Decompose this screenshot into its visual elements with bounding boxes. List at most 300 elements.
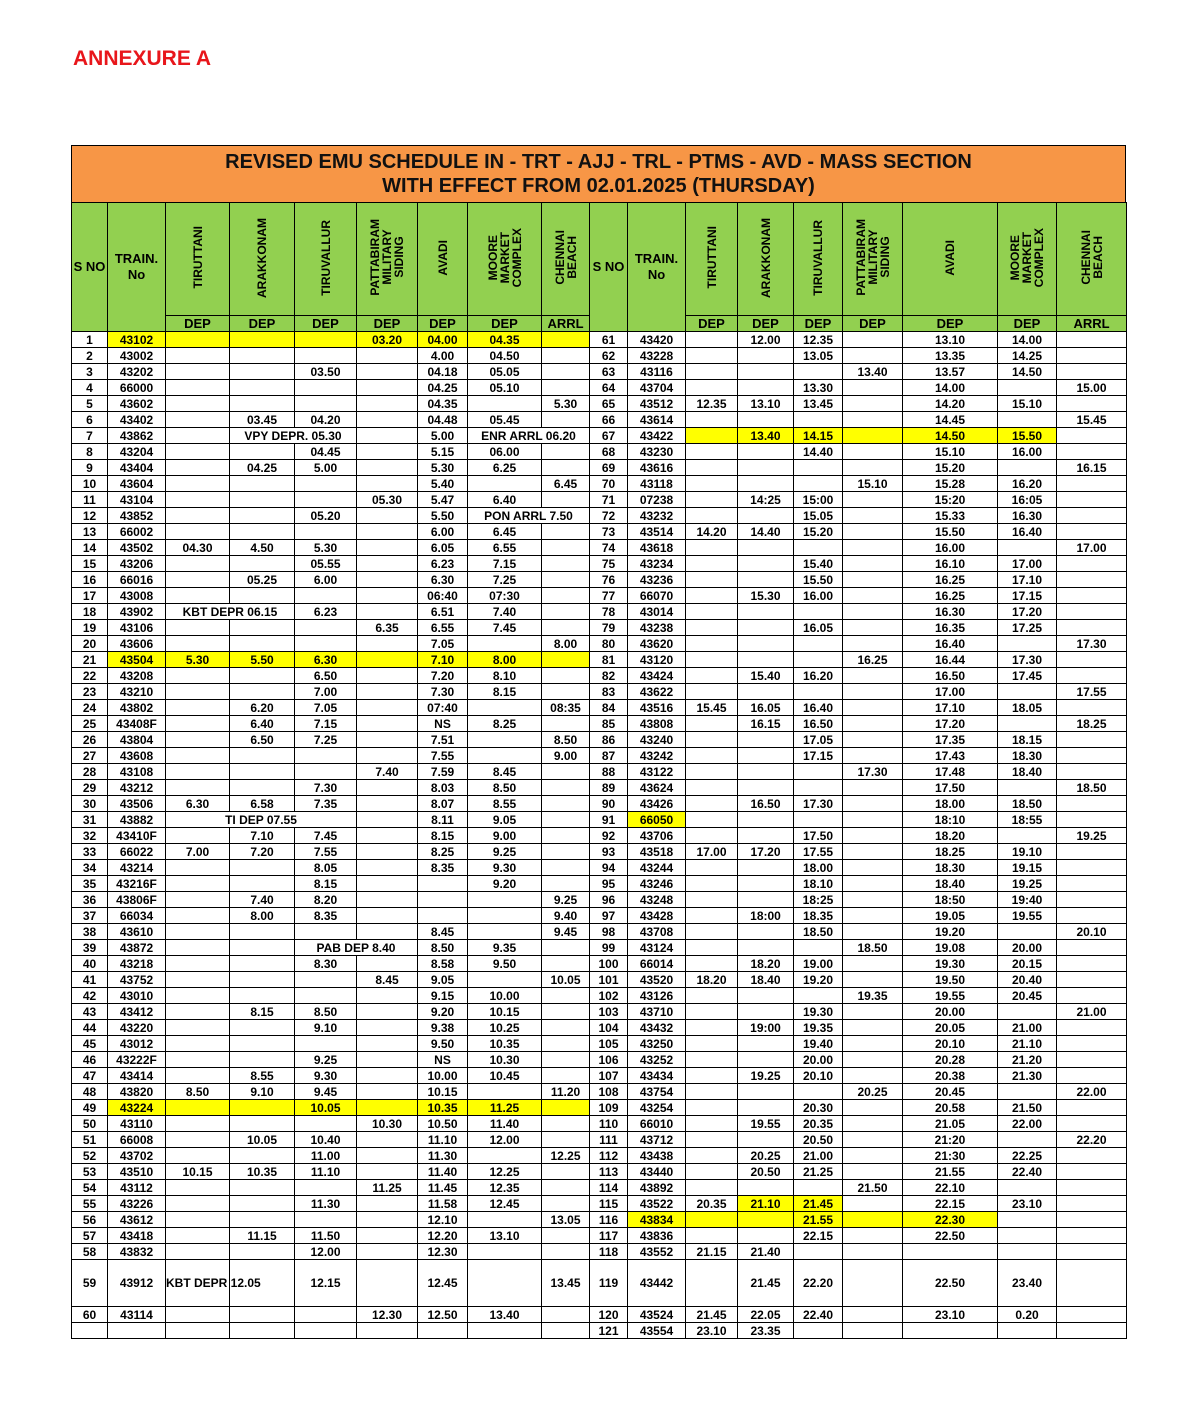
time-cell: 16.50 (794, 716, 843, 732)
time-cell (468, 1212, 542, 1228)
train-no-cell: 43514 (628, 524, 686, 540)
time-cell (686, 1148, 738, 1164)
time-cell: 19.55 (998, 908, 1057, 924)
sno-cell: 32 (72, 828, 108, 844)
sno-cell: 100 (590, 956, 628, 972)
time-cell (1057, 1196, 1127, 1212)
time-cell: 8.55 (468, 796, 542, 812)
note-cell: PON ARRL 7.50 (468, 508, 590, 524)
time-cell (542, 1068, 590, 1084)
header-station (418, 203, 468, 316)
header-station (468, 203, 542, 316)
time-cell: 7.40 (230, 892, 295, 908)
time-cell: 18.00 (794, 860, 843, 876)
time-cell: 6.35 (357, 620, 418, 636)
time-cell (843, 428, 903, 444)
time-cell: 18.40 (998, 764, 1057, 780)
time-cell: 18.15 (998, 732, 1057, 748)
sno-cell: 87 (590, 748, 628, 764)
time-cell: 6.20 (230, 700, 295, 716)
table-row (72, 988, 1127, 1004)
time-cell (686, 716, 738, 732)
time-cell (1057, 796, 1127, 812)
time-cell: 5.00 (295, 460, 357, 476)
time-cell (686, 684, 738, 700)
train-no-cell: 66002 (108, 524, 166, 540)
train-no-cell: 43604 (108, 476, 166, 492)
time-cell: 7.40 (357, 764, 418, 780)
time-cell (738, 1228, 794, 1244)
time-cell (843, 1212, 903, 1228)
time-cell: 8.50 (295, 1004, 357, 1020)
time-cell: 14.25 (998, 348, 1057, 364)
train-no-cell: 43222F (108, 1052, 166, 1068)
time-cell (738, 812, 794, 828)
time-cell (794, 652, 843, 668)
time-cell (1057, 604, 1127, 620)
time-cell (357, 1196, 418, 1212)
time-cell: 8.15 (418, 828, 468, 844)
header-station (998, 203, 1057, 316)
time-cell: 16.05 (738, 700, 794, 716)
time-cell (166, 492, 230, 508)
train-no-cell: 43554 (628, 1323, 686, 1339)
time-cell (295, 1323, 357, 1339)
time-cell (166, 588, 230, 604)
time-cell: 13.05 (794, 348, 843, 364)
table-row (72, 540, 1127, 556)
time-cell: 14:25 (738, 492, 794, 508)
time-cell (843, 1020, 903, 1036)
train-no-cell: 43224 (108, 1100, 166, 1116)
time-cell (542, 1036, 590, 1052)
time-cell (843, 1244, 903, 1260)
time-cell (1057, 876, 1127, 892)
table-row (72, 764, 1127, 780)
sno-cell: 4 (72, 380, 108, 396)
train-no-cell: 43404 (108, 460, 166, 476)
train-no-cell: 43624 (628, 780, 686, 796)
time-cell (1057, 1020, 1127, 1036)
sno-cell: 63 (590, 364, 628, 380)
time-cell: 20.05 (903, 1020, 998, 1036)
sno-cell: 106 (590, 1052, 628, 1068)
time-cell (230, 636, 295, 652)
time-cell (738, 636, 794, 652)
time-cell: 7.00 (166, 844, 230, 860)
time-cell (230, 348, 295, 364)
time-cell (357, 892, 418, 908)
time-cell: 6.50 (295, 668, 357, 684)
train-no-cell: 43612 (108, 1212, 166, 1228)
train-no-cell: 43804 (108, 732, 166, 748)
time-cell: 13.40 (843, 364, 903, 380)
time-cell: 20.00 (998, 940, 1057, 956)
time-cell: 22.50 (903, 1228, 998, 1244)
mode-cell: DEP (686, 316, 738, 332)
time-cell: 21.00 (794, 1148, 843, 1164)
time-cell: 04.18 (418, 364, 468, 380)
time-cell: 22.05 (738, 1307, 794, 1323)
time-cell (738, 764, 794, 780)
train-no-cell: 43246 (628, 876, 686, 892)
time-cell (998, 1180, 1057, 1196)
train-no-cell: 43248 (628, 892, 686, 908)
table-row (72, 1052, 1127, 1068)
train-no-cell: 66000 (108, 380, 166, 396)
header-sno-label: S NO (73, 259, 106, 274)
time-cell: 14.20 (903, 396, 998, 412)
time-cell (738, 1084, 794, 1100)
sno-cell: 56 (72, 1212, 108, 1228)
train-no-cell: 66034 (108, 908, 166, 924)
time-cell: 22.15 (903, 1196, 998, 1212)
time-cell (542, 1323, 590, 1339)
time-cell (468, 636, 542, 652)
time-cell: 17.20 (738, 844, 794, 860)
time-cell: 5.30 (542, 396, 590, 412)
time-cell: 12.45 (468, 1196, 542, 1212)
header-station-label: TIRUTTANI (704, 226, 719, 289)
time-cell (230, 556, 295, 572)
train-no-cell: 43426 (628, 796, 686, 812)
header-station-label: CHENNAI BEACH (1078, 230, 1105, 285)
time-cell (230, 764, 295, 780)
time-cell: 8.15 (468, 684, 542, 700)
time-cell: 04.50 (468, 348, 542, 364)
time-cell (357, 1164, 418, 1180)
table-row (72, 1196, 1127, 1212)
time-cell (903, 1244, 998, 1260)
time-cell: 05.30 (357, 492, 418, 508)
train-no-cell: 43408F (108, 716, 166, 732)
table-row (72, 716, 1127, 732)
time-cell: 03.50 (295, 364, 357, 380)
sno-cell: 77 (590, 588, 628, 604)
sno-cell: 26 (72, 732, 108, 748)
time-cell: 18:10 (903, 812, 998, 828)
sno-cell: 74 (590, 540, 628, 556)
time-cell: 6.50 (230, 732, 295, 748)
note-cell: VPY DEPR. 05.30 (230, 428, 357, 444)
table-row (72, 1116, 1127, 1132)
train-no-cell: 43420 (628, 332, 686, 348)
table-row (72, 332, 1127, 348)
time-cell (357, 412, 418, 428)
time-cell (230, 524, 295, 540)
time-cell: 9.00 (468, 828, 542, 844)
time-cell: 8.58 (418, 956, 468, 972)
time-cell (542, 940, 590, 956)
time-cell: 8.05 (295, 860, 357, 876)
sno-cell: 23 (72, 684, 108, 700)
time-cell: 23.10 (686, 1323, 738, 1339)
time-cell: 15.45 (686, 700, 738, 716)
time-cell: 22.20 (794, 1260, 843, 1307)
train-no-cell: 43754 (628, 1084, 686, 1100)
sno-cell: 71 (590, 492, 628, 508)
time-cell (686, 412, 738, 428)
time-cell (295, 524, 357, 540)
time-cell: 9.25 (468, 844, 542, 860)
time-cell: 7.10 (230, 828, 295, 844)
sno-cell: 92 (590, 828, 628, 844)
time-cell (542, 812, 590, 828)
time-cell (295, 924, 357, 940)
time-cell (686, 460, 738, 476)
time-cell (166, 1036, 230, 1052)
train-no-cell: 43706 (628, 828, 686, 844)
time-cell: 18.40 (738, 972, 794, 988)
mode-cell: DEP (468, 316, 542, 332)
time-cell (468, 396, 542, 412)
time-cell (1057, 860, 1127, 876)
time-cell: 16.25 (903, 572, 998, 588)
time-cell (794, 988, 843, 1004)
header-station-label: TIRUTTANI (190, 226, 205, 289)
time-cell (794, 460, 843, 476)
time-cell: 13.35 (903, 348, 998, 364)
time-cell: 8.15 (295, 876, 357, 892)
time-cell (357, 844, 418, 860)
train-no-cell: 43202 (108, 364, 166, 380)
time-cell: 17.50 (903, 780, 998, 796)
time-cell (998, 1228, 1057, 1244)
time-cell (230, 380, 295, 396)
train-no-cell: 43608 (108, 748, 166, 764)
time-cell (843, 716, 903, 732)
train-no-cell: 43104 (108, 492, 166, 508)
time-cell (686, 620, 738, 636)
time-cell: 9.05 (468, 812, 542, 828)
time-cell (295, 1212, 357, 1228)
time-cell: 21.10 (738, 1196, 794, 1212)
time-cell: 18.50 (794, 924, 843, 940)
header-station-label: ARAKKONAM (255, 217, 269, 298)
header-station (166, 203, 230, 316)
sno-cell: 104 (590, 1020, 628, 1036)
time-cell (166, 1196, 230, 1212)
train-no-cell: 43524 (628, 1307, 686, 1323)
time-cell (738, 748, 794, 764)
time-cell (794, 940, 843, 956)
mode-cell: DEP (843, 316, 903, 332)
time-cell: 06:40 (418, 588, 468, 604)
mode-cell: ARRL (1057, 316, 1127, 332)
table-row (72, 1323, 1127, 1339)
time-cell: 14.20 (686, 524, 738, 540)
train-no-cell: 43522 (628, 1196, 686, 1212)
time-cell (998, 716, 1057, 732)
time-cell (738, 1212, 794, 1228)
time-cell: 10.05 (230, 1132, 295, 1148)
time-cell: 8.20 (295, 892, 357, 908)
sno-cell: 5 (72, 396, 108, 412)
time-cell: 17.15 (998, 588, 1057, 604)
time-cell (468, 1260, 542, 1307)
time-cell: 05.55 (295, 556, 357, 572)
time-cell (166, 476, 230, 492)
time-cell: 03.45 (230, 412, 295, 428)
time-cell: 7.20 (418, 668, 468, 684)
time-cell (468, 908, 542, 924)
time-cell: 7.40 (468, 604, 542, 620)
time-cell: 7.35 (295, 796, 357, 812)
sno-cell: 108 (590, 1084, 628, 1100)
sno-cell: 93 (590, 844, 628, 860)
time-cell (686, 1004, 738, 1020)
time-cell: 9.15 (418, 988, 468, 1004)
sno-cell: 11 (72, 492, 108, 508)
time-cell (468, 1244, 542, 1260)
sno-cell: 17 (72, 588, 108, 604)
time-cell: 11.40 (418, 1164, 468, 1180)
sno-cell: 109 (590, 1100, 628, 1116)
train-no-cell: 43230 (628, 444, 686, 460)
time-cell (357, 1052, 418, 1068)
time-cell (738, 924, 794, 940)
time-cell: 8.00 (542, 636, 590, 652)
time-cell: 10.35 (418, 1100, 468, 1116)
time-cell: 10.15 (468, 1004, 542, 1020)
sno-cell: 39 (72, 940, 108, 956)
time-cell: 16.40 (794, 700, 843, 716)
time-cell (166, 1307, 230, 1323)
time-cell (230, 396, 295, 412)
time-cell: 5.40 (418, 476, 468, 492)
time-cell (1057, 1116, 1127, 1132)
time-cell: 14.50 (998, 364, 1057, 380)
time-cell: 20.15 (998, 956, 1057, 972)
train-no-cell: 43432 (628, 1020, 686, 1036)
train-no-cell: 43118 (628, 476, 686, 492)
header-train-label: TRAIN. No (634, 251, 679, 282)
time-cell: 19.15 (998, 860, 1057, 876)
time-cell: 11.10 (295, 1164, 357, 1180)
time-cell (468, 1084, 542, 1100)
time-cell: 15.33 (903, 508, 998, 524)
time-cell (1057, 988, 1127, 1004)
time-cell: 21.55 (794, 1212, 843, 1228)
sno-cell: 20 (72, 636, 108, 652)
time-cell (843, 892, 903, 908)
time-cell (166, 524, 230, 540)
time-cell (230, 988, 295, 1004)
time-cell (1057, 572, 1127, 588)
time-cell (230, 492, 295, 508)
time-cell: 11.00 (295, 1148, 357, 1164)
time-cell: 7.45 (295, 828, 357, 844)
note-cell: TI DEP 07.55 (166, 812, 357, 828)
sno-cell: 94 (590, 860, 628, 876)
time-cell (357, 684, 418, 700)
time-cell (357, 924, 418, 940)
time-cell: 23.40 (998, 1260, 1057, 1307)
train-no-cell: 43802 (108, 700, 166, 716)
time-cell: 16:05 (998, 492, 1057, 508)
schedule-table (71, 202, 1127, 1339)
time-cell (686, 476, 738, 492)
time-cell (686, 1180, 738, 1196)
time-cell (843, 860, 903, 876)
sno-cell: 61 (590, 332, 628, 348)
time-cell: 5.50 (230, 652, 295, 668)
time-cell (686, 988, 738, 1004)
time-cell: 16.30 (903, 604, 998, 620)
time-cell (1057, 1180, 1127, 1196)
time-cell (843, 684, 903, 700)
train-no-cell: 43110 (108, 1116, 166, 1132)
time-cell (230, 668, 295, 684)
table-row (72, 748, 1127, 764)
sno-cell: 52 (72, 1148, 108, 1164)
schedule-title (71, 145, 1126, 202)
time-cell (1057, 620, 1127, 636)
train-no-cell: 43014 (628, 604, 686, 620)
sno-cell: 36 (72, 892, 108, 908)
time-cell (794, 476, 843, 492)
time-cell: 20.45 (903, 1084, 998, 1100)
table-row (72, 1228, 1127, 1244)
time-cell: 11.58 (418, 1196, 468, 1212)
time-cell: 21.05 (903, 1116, 998, 1132)
time-cell (166, 1052, 230, 1068)
time-cell: 23.10 (903, 1307, 998, 1323)
time-cell (843, 1068, 903, 1084)
time-cell (468, 892, 542, 908)
train-no-cell: 43836 (628, 1228, 686, 1244)
header-station (843, 203, 903, 316)
time-cell (357, 348, 418, 364)
time-cell: 6.23 (418, 556, 468, 572)
header-sno (72, 203, 108, 332)
sno-cell: 105 (590, 1036, 628, 1052)
time-cell (542, 1004, 590, 1020)
time-cell (686, 1100, 738, 1116)
time-cell (686, 1260, 738, 1307)
header-station (794, 203, 843, 316)
mode-cell: DEP (738, 316, 794, 332)
time-cell: 6.55 (468, 540, 542, 556)
sno-cell: 37 (72, 908, 108, 924)
time-cell: 20.58 (903, 1100, 998, 1116)
time-cell: 16.50 (738, 796, 794, 812)
train-no-cell: 43606 (108, 636, 166, 652)
time-cell (1057, 476, 1127, 492)
train-no-cell: 43434 (628, 1068, 686, 1084)
train-no-cell: 66070 (628, 588, 686, 604)
time-cell (357, 1260, 418, 1307)
sno-cell: 49 (72, 1100, 108, 1116)
mode-cell: DEP (230, 316, 295, 332)
header-sno-label: S NO (592, 259, 625, 274)
time-cell: 8.10 (468, 668, 542, 684)
time-cell (166, 636, 230, 652)
time-cell (738, 860, 794, 876)
time-cell: 11.20 (542, 1084, 590, 1100)
sno-cell: 16 (72, 572, 108, 588)
time-cell: 18.50 (1057, 780, 1127, 796)
table-row (72, 444, 1127, 460)
train-no-cell: 43422 (628, 428, 686, 444)
train-no-cell: 43510 (108, 1164, 166, 1180)
train-no-cell: 43504 (108, 652, 166, 668)
time-cell: 19.55 (903, 988, 998, 1004)
time-cell (686, 1164, 738, 1180)
time-cell (843, 1307, 903, 1323)
header-row (72, 203, 1127, 316)
header-train-no (108, 203, 166, 332)
